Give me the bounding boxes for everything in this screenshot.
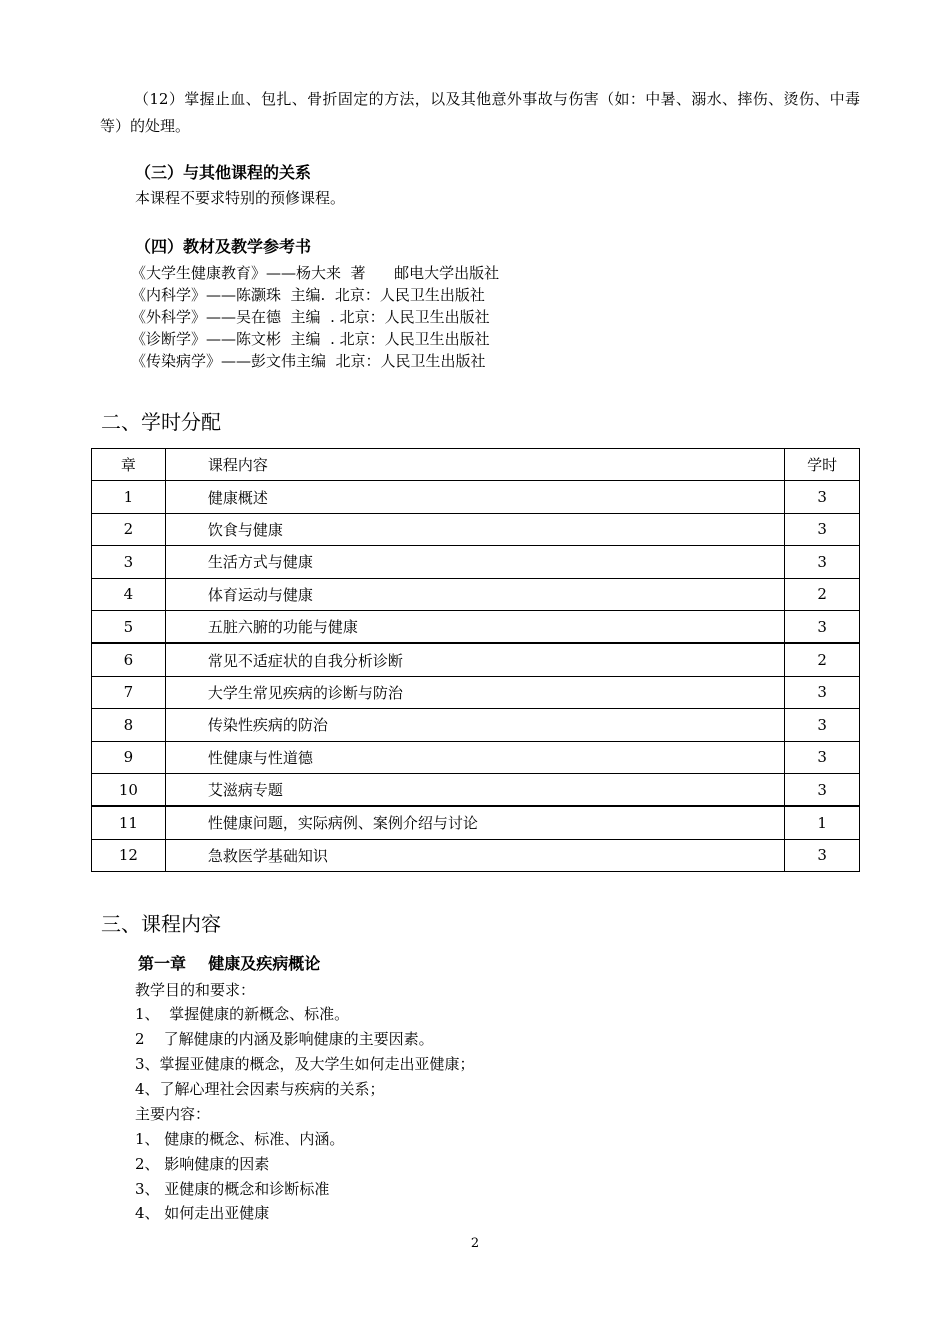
main-content-label: 主要内容： bbox=[135, 1105, 211, 1123]
main-content-item: 2、 影响健康的因素 bbox=[135, 1155, 270, 1173]
chapter-cell: 2 bbox=[92, 513, 166, 545]
chapter-cell: 6 bbox=[92, 643, 166, 676]
content-cell: 大学生常见疾病的诊断与防治 bbox=[165, 676, 784, 708]
content-heading: 三、课程内容 bbox=[101, 912, 221, 936]
chapter-cell: 12 bbox=[92, 839, 166, 871]
content-cell: 体育运动与健康 bbox=[165, 578, 784, 610]
relation-heading: （三）与其他课程的关系 bbox=[135, 163, 312, 182]
book-item: 《内科学》——陈灏珠 主编. 北京：人民卫生出版社 bbox=[131, 286, 485, 304]
content-cell: 艾滋病专题 bbox=[165, 773, 784, 806]
table-row bbox=[92, 773, 860, 806]
table-row bbox=[92, 839, 860, 871]
hours-cell: 3 bbox=[785, 741, 860, 773]
main-content-item: 1、 健康的概念、标准、内涵。 bbox=[135, 1130, 345, 1148]
table-row bbox=[92, 513, 860, 545]
header-hours: 学时 bbox=[785, 449, 860, 481]
content-cell: 饮食与健康 bbox=[165, 513, 784, 545]
goal-item: 2 了解健康的内涵及影响健康的主要因素。 bbox=[135, 1030, 434, 1048]
table-row bbox=[92, 643, 860, 676]
table-row bbox=[92, 578, 860, 610]
books-heading: （四）教材及教学参考书 bbox=[135, 237, 312, 256]
goal-item: 3、掌握亚健康的概念，及大学生如何走出亚健康； bbox=[135, 1055, 475, 1073]
chapter-cell: 10 bbox=[92, 773, 166, 806]
header-content: 课程内容 bbox=[165, 449, 784, 481]
hours-cell: 3 bbox=[785, 546, 860, 578]
hours-cell: 3 bbox=[785, 610, 860, 643]
page-number: 2 bbox=[470, 1236, 480, 1251]
book-item: 《诊断学》——陈文彬 主编 . 北京：人民卫生出版社 bbox=[131, 330, 490, 348]
content-cell: 性健康与性道德 bbox=[165, 741, 784, 773]
hours-cell: 3 bbox=[785, 513, 860, 545]
table-row bbox=[92, 806, 860, 839]
table-row bbox=[92, 546, 860, 578]
content-cell: 性健康问题，实际病例、案例介绍与讨论 bbox=[165, 806, 784, 839]
chapter1-title: 第一章 健康及疾病概论 bbox=[138, 954, 321, 973]
chapter-cell: 3 bbox=[92, 546, 166, 578]
hours-cell: 3 bbox=[785, 676, 860, 708]
table-row bbox=[92, 741, 860, 773]
content-cell: 五脏六腑的功能与健康 bbox=[165, 610, 784, 643]
chapter-cell: 5 bbox=[92, 610, 166, 643]
book-item: 《外科学》——吴在德 主编 . 北京：人民卫生出版社 bbox=[131, 308, 490, 326]
chapter-cell: 8 bbox=[92, 709, 166, 741]
allocation-heading: 二、学时分配 bbox=[101, 410, 221, 434]
hours-cell: 1 bbox=[785, 806, 860, 839]
book-item: 《大学生健康教育》——杨大来 著 邮电大学出版社 bbox=[131, 264, 500, 282]
hours-cell: 3 bbox=[785, 709, 860, 741]
relation-text: 本课程不要求特别的预修课程。 bbox=[135, 189, 346, 207]
chapter-cell: 9 bbox=[92, 741, 166, 773]
chapter-cell: 1 bbox=[92, 481, 166, 513]
table-row bbox=[92, 481, 860, 513]
hours-table bbox=[91, 448, 860, 872]
table-header-row bbox=[92, 449, 860, 481]
table-row bbox=[92, 610, 860, 643]
chapter-cell: 7 bbox=[92, 676, 166, 708]
hours-cell: 2 bbox=[785, 578, 860, 610]
chapter-cell: 4 bbox=[92, 578, 166, 610]
objective-12: （12）掌握止血、包扎、骨折固定的方法，以及其他意外事故与伤害（如：中暑、溺水、摔伤、烫伤、中毒等）的处理。 bbox=[100, 90, 860, 135]
goal-item: 1、 掌握健康的新概念、标准。 bbox=[135, 1005, 350, 1023]
chapter-cell: 11 bbox=[92, 806, 166, 839]
book-item: 《传染病学》——彭文伟主编 北京：人民卫生出版社 bbox=[131, 352, 486, 370]
header-chapter: 章 bbox=[92, 449, 166, 481]
content-cell: 健康概述 bbox=[165, 481, 784, 513]
goal-item: 4、了解心理社会因素与疾病的关系； bbox=[135, 1080, 385, 1098]
table-row bbox=[92, 709, 860, 741]
main-content-item: 3、 亚健康的概念和诊断标准 bbox=[135, 1180, 330, 1198]
hours-cell: 3 bbox=[785, 481, 860, 513]
hours-cell: 3 bbox=[785, 773, 860, 806]
content-cell: 急救医学基础知识 bbox=[165, 839, 784, 871]
content-cell: 传染性疾病的防治 bbox=[165, 709, 784, 741]
table-row bbox=[92, 676, 860, 708]
content-cell: 生活方式与健康 bbox=[165, 546, 784, 578]
content-cell: 常见不适症状的自我分析诊断 bbox=[165, 643, 784, 676]
goals-label: 教学目的和要求： bbox=[135, 981, 256, 999]
hours-cell: 2 bbox=[785, 643, 860, 676]
main-content-item: 4、 如何走出亚健康 bbox=[135, 1204, 270, 1222]
hours-cell: 3 bbox=[785, 839, 860, 871]
